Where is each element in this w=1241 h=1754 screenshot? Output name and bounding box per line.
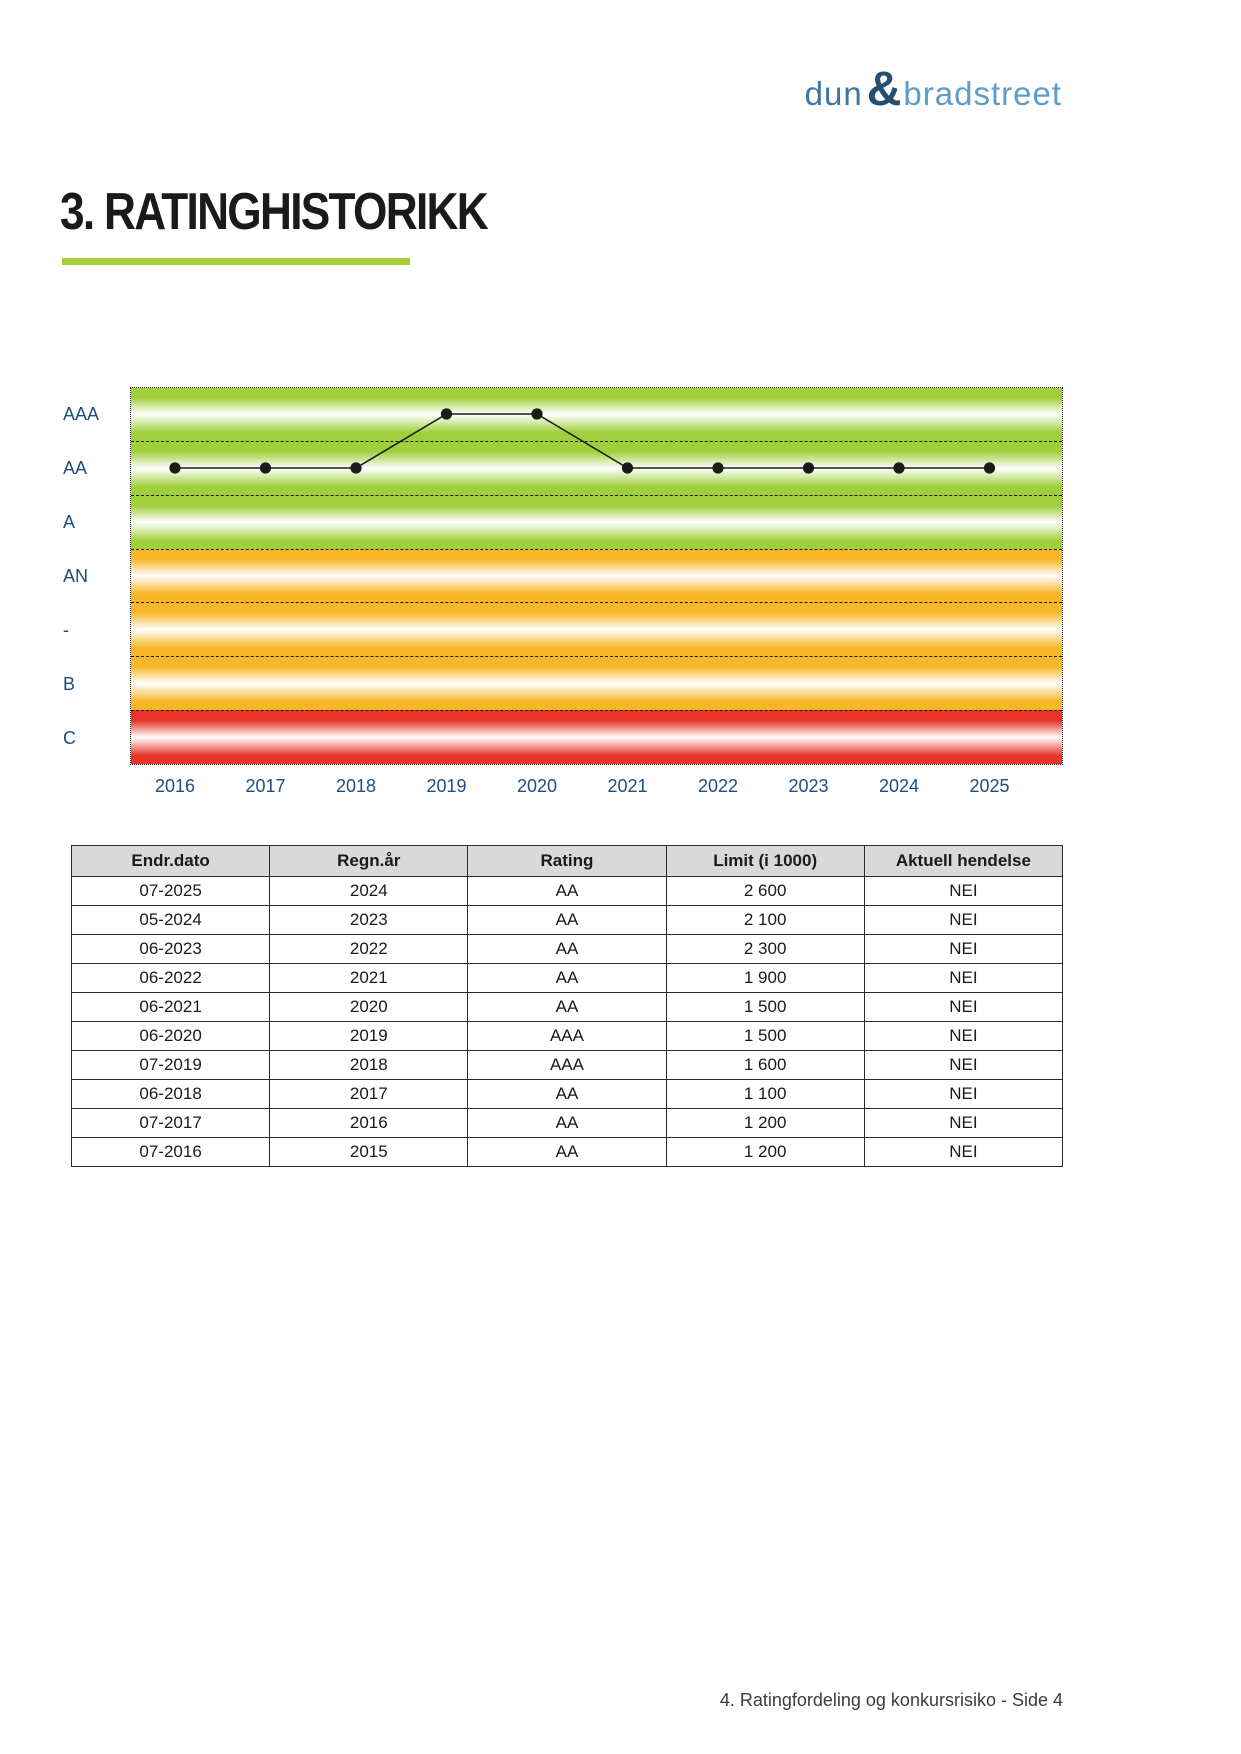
x-axis-label-2020: 2020 xyxy=(516,776,558,796)
data-point-2020 xyxy=(531,408,542,419)
table-row xyxy=(72,1109,1063,1138)
page-footer: 4. Ratingfordeling og konkursrisiko - Side 4 xyxy=(719,1690,1063,1710)
table-header-row xyxy=(72,846,1063,877)
table-cell: NEI xyxy=(864,877,1062,906)
table-header-cell: Aktuell hendelse xyxy=(864,846,1062,877)
data-point-2024 xyxy=(893,462,904,473)
data-point-2017 xyxy=(260,462,271,473)
data-point-2018 xyxy=(350,462,361,473)
table-row xyxy=(72,906,1063,935)
table-cell: 2016 xyxy=(270,1109,468,1138)
table-cell: 06-2022 xyxy=(72,964,270,993)
data-point-2021 xyxy=(622,462,633,473)
title-underline-bar xyxy=(62,258,410,265)
table-cell: 2 600 xyxy=(666,877,864,906)
table-cell: AA xyxy=(468,935,666,964)
table-cell: 1 200 xyxy=(666,1138,864,1167)
y-axis-label-A: A xyxy=(63,512,76,532)
table-cell: 06-2020 xyxy=(72,1022,270,1051)
x-axis-label-2016: 2016 xyxy=(154,776,196,796)
table-row xyxy=(72,1022,1063,1051)
table-cell: NEI xyxy=(864,906,1062,935)
table-row xyxy=(72,935,1063,964)
table-cell: 1 900 xyxy=(666,964,864,993)
table-header-cell: Rating xyxy=(468,846,666,877)
table-cell: 06-2018 xyxy=(72,1080,270,1109)
y-axis-label-AAA: AAA xyxy=(63,404,100,424)
logo-word-bradstreet: bradstreet xyxy=(903,74,1062,112)
table-row xyxy=(72,1051,1063,1080)
table-cell: AA xyxy=(468,964,666,993)
data-point-2025 xyxy=(984,462,995,473)
table-cell: NEI xyxy=(864,1022,1062,1051)
x-axis-label-2025: 2025 xyxy=(969,776,1010,796)
dun-and-bradstreet-logo xyxy=(804,63,1062,120)
table-row xyxy=(72,964,1063,993)
section-title: 3. RATINGHISTORIKK xyxy=(60,183,487,241)
table-cell: NEI xyxy=(864,1051,1062,1080)
table-cell: 2 100 xyxy=(666,906,864,935)
table-row xyxy=(72,993,1063,1022)
table-header-cell: Limit (i 1000) xyxy=(666,846,864,877)
table-cell: AAA xyxy=(468,1022,666,1051)
y-axis-label--: - xyxy=(63,620,69,640)
y-axis-label-AA: AA xyxy=(63,458,88,478)
table-cell: 07-2017 xyxy=(72,1109,270,1138)
x-axis-label-2018: 2018 xyxy=(335,776,377,796)
x-axis-label-2024: 2024 xyxy=(878,776,920,796)
table-cell: 2022 xyxy=(270,935,468,964)
table-cell: 1 200 xyxy=(666,1109,864,1138)
y-axis-label-C: C xyxy=(63,728,76,748)
table-header-cell: Endr.dato xyxy=(72,846,270,877)
table-cell: 06-2023 xyxy=(72,935,270,964)
table-cell: 2015 xyxy=(270,1138,468,1167)
x-axis-label-2019: 2019 xyxy=(426,776,467,796)
table-cell: NEI xyxy=(864,1080,1062,1109)
table-cell: NEI xyxy=(864,1109,1062,1138)
table-cell: NEI xyxy=(864,1138,1062,1167)
table-cell: AA xyxy=(468,1080,666,1109)
table-cell: AA xyxy=(468,906,666,935)
chart-line xyxy=(175,414,990,468)
table-cell: 1 500 xyxy=(666,993,864,1022)
rating-history-table xyxy=(71,845,1063,1167)
x-axis-label-2017: 2017 xyxy=(245,776,286,796)
table-row xyxy=(72,1080,1063,1109)
data-point-2022 xyxy=(712,462,723,473)
table-row xyxy=(72,877,1063,906)
table-cell: 07-2025 xyxy=(72,877,270,906)
x-axis-label-2023: 2023 xyxy=(788,776,829,796)
table-cell: 2019 xyxy=(270,1022,468,1051)
table-cell: 07-2016 xyxy=(72,1138,270,1167)
table-cell: 06-2021 xyxy=(72,993,270,1022)
table-cell: 05-2024 xyxy=(72,906,270,935)
table-row xyxy=(72,1138,1063,1167)
table-header-cell: Regn.år xyxy=(270,846,468,877)
table-cell: NEI xyxy=(864,964,1062,993)
table-cell: AA xyxy=(468,1138,666,1167)
table-cell: NEI xyxy=(864,993,1062,1022)
table-cell: 2020 xyxy=(270,993,468,1022)
table-cell: 2023 xyxy=(270,906,468,935)
table-cell: 1 500 xyxy=(666,1022,864,1051)
table-cell: AAA xyxy=(468,1051,666,1080)
y-axis-label-B: B xyxy=(63,674,76,694)
x-axis-label-2022: 2022 xyxy=(697,776,739,796)
table-cell: AA xyxy=(468,993,666,1022)
data-point-2016 xyxy=(169,462,180,473)
rating-line-plot xyxy=(130,387,1063,765)
table-cell: 1 600 xyxy=(666,1051,864,1080)
logo-word-dun: dun xyxy=(804,74,863,112)
table-cell: AA xyxy=(468,1109,666,1138)
table-cell: AA xyxy=(468,877,666,906)
data-point-2019 xyxy=(441,408,452,419)
table-cell: 2018 xyxy=(270,1051,468,1080)
table-cell: 2024 xyxy=(270,877,468,906)
table-cell: 2021 xyxy=(270,964,468,993)
table-cell: 2017 xyxy=(270,1080,468,1109)
table-cell: 1 100 xyxy=(666,1080,864,1109)
table-cell: NEI xyxy=(864,935,1062,964)
y-axis-label-AN: AN xyxy=(63,566,89,586)
data-point-2023 xyxy=(803,462,814,473)
table-cell: 2 300 xyxy=(666,935,864,964)
table-cell: 07-2019 xyxy=(72,1051,270,1080)
x-axis-label-2021: 2021 xyxy=(607,776,648,796)
logo-ampersand-icon: & xyxy=(866,63,902,116)
